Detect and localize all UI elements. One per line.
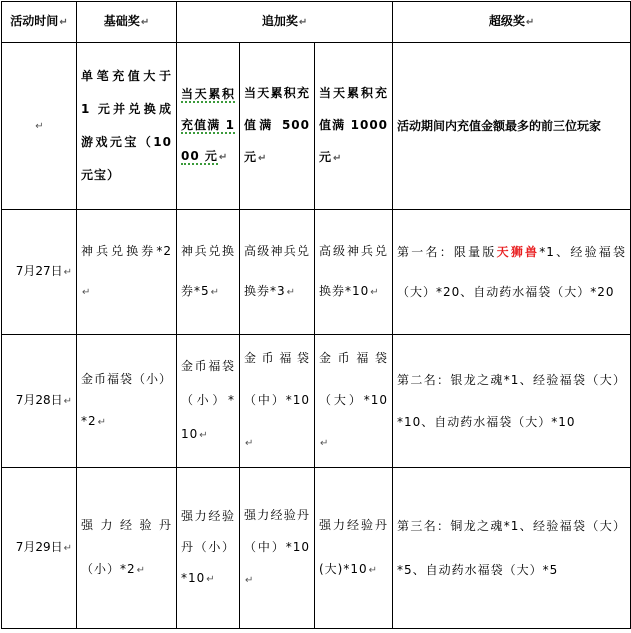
extra-1000-cell: 高级神兵兑换券*10↵ bbox=[315, 210, 393, 335]
table-row bbox=[2, 468, 631, 629]
table-row bbox=[2, 335, 631, 468]
date-cell: 7月28日↵ bbox=[2, 335, 77, 468]
basic-reward-cell: 金币福袋（小）*2↵ bbox=[77, 335, 177, 468]
condition-basic: 单笔充值大于 1 元并兑换成游戏元宝（10元宝） bbox=[77, 43, 177, 210]
condition-extra-500: 当天累积充值满 500元↵ bbox=[240, 43, 315, 210]
basic-reward-cell: 神兵兑换券*2↵ bbox=[77, 210, 177, 335]
extra-500-cell: 强力经验丹（中）*10↵ bbox=[240, 468, 315, 629]
header-super: 超级奖↵ bbox=[393, 2, 631, 43]
header-extra: 追加奖↵ bbox=[177, 2, 393, 43]
date-cell: 7月27日↵ bbox=[2, 210, 77, 335]
header-row bbox=[2, 2, 631, 43]
condition-super: 活动期间内充值金额最多的前三位玩家 bbox=[393, 43, 631, 210]
basic-reward-cell: 强力经验丹（小）*2↵ bbox=[77, 468, 177, 629]
extra-100-cell: 神兵兑换券*5↵ bbox=[177, 210, 240, 335]
condition-extra-100: 当天累积充值满 100 元↵ bbox=[177, 43, 240, 210]
super-first-cell: 第一名：限量版天狮兽*1、经验福袋（大）*20、自动药水福袋（大）*20 bbox=[393, 210, 631, 335]
extra-100-cell: 强力经验丹（小）*10↵ bbox=[177, 468, 240, 629]
super-third-cell: 第三名：铜龙之魂*1、经验福袋（大）*5、自动药水福袋（大）*5 bbox=[393, 468, 631, 629]
condition-extra-1000: 当天累积充值满 1000元↵ bbox=[315, 43, 393, 210]
reward-table bbox=[1, 1, 631, 629]
extra-100-cell: 金币福袋（小）*10↵ bbox=[177, 335, 240, 468]
date-cell: 7月29日↵ bbox=[2, 468, 77, 629]
header-time: 活动时间↵ bbox=[2, 2, 77, 43]
super-second-cell: 第二名：银龙之魂*1、经验福袋（大）*10、自动药水福袋（大）*10 bbox=[393, 335, 631, 468]
extra-500-cell: 高级神兵兑换券*3↵ bbox=[240, 210, 315, 335]
condition-time-cell: ↵ bbox=[2, 43, 77, 210]
highlight-prize: 天狮兽 bbox=[496, 245, 540, 259]
extra-1000-cell: 强力经验丹(大)*10↵ bbox=[315, 468, 393, 629]
extra-1000-cell: 金币福袋（大）*10↵ bbox=[315, 335, 393, 468]
header-basic: 基础奖↵ bbox=[77, 2, 177, 43]
condition-row bbox=[2, 43, 631, 210]
table-row bbox=[2, 210, 631, 335]
extra-500-cell: 金币福袋（中）*10↵ bbox=[240, 335, 315, 468]
